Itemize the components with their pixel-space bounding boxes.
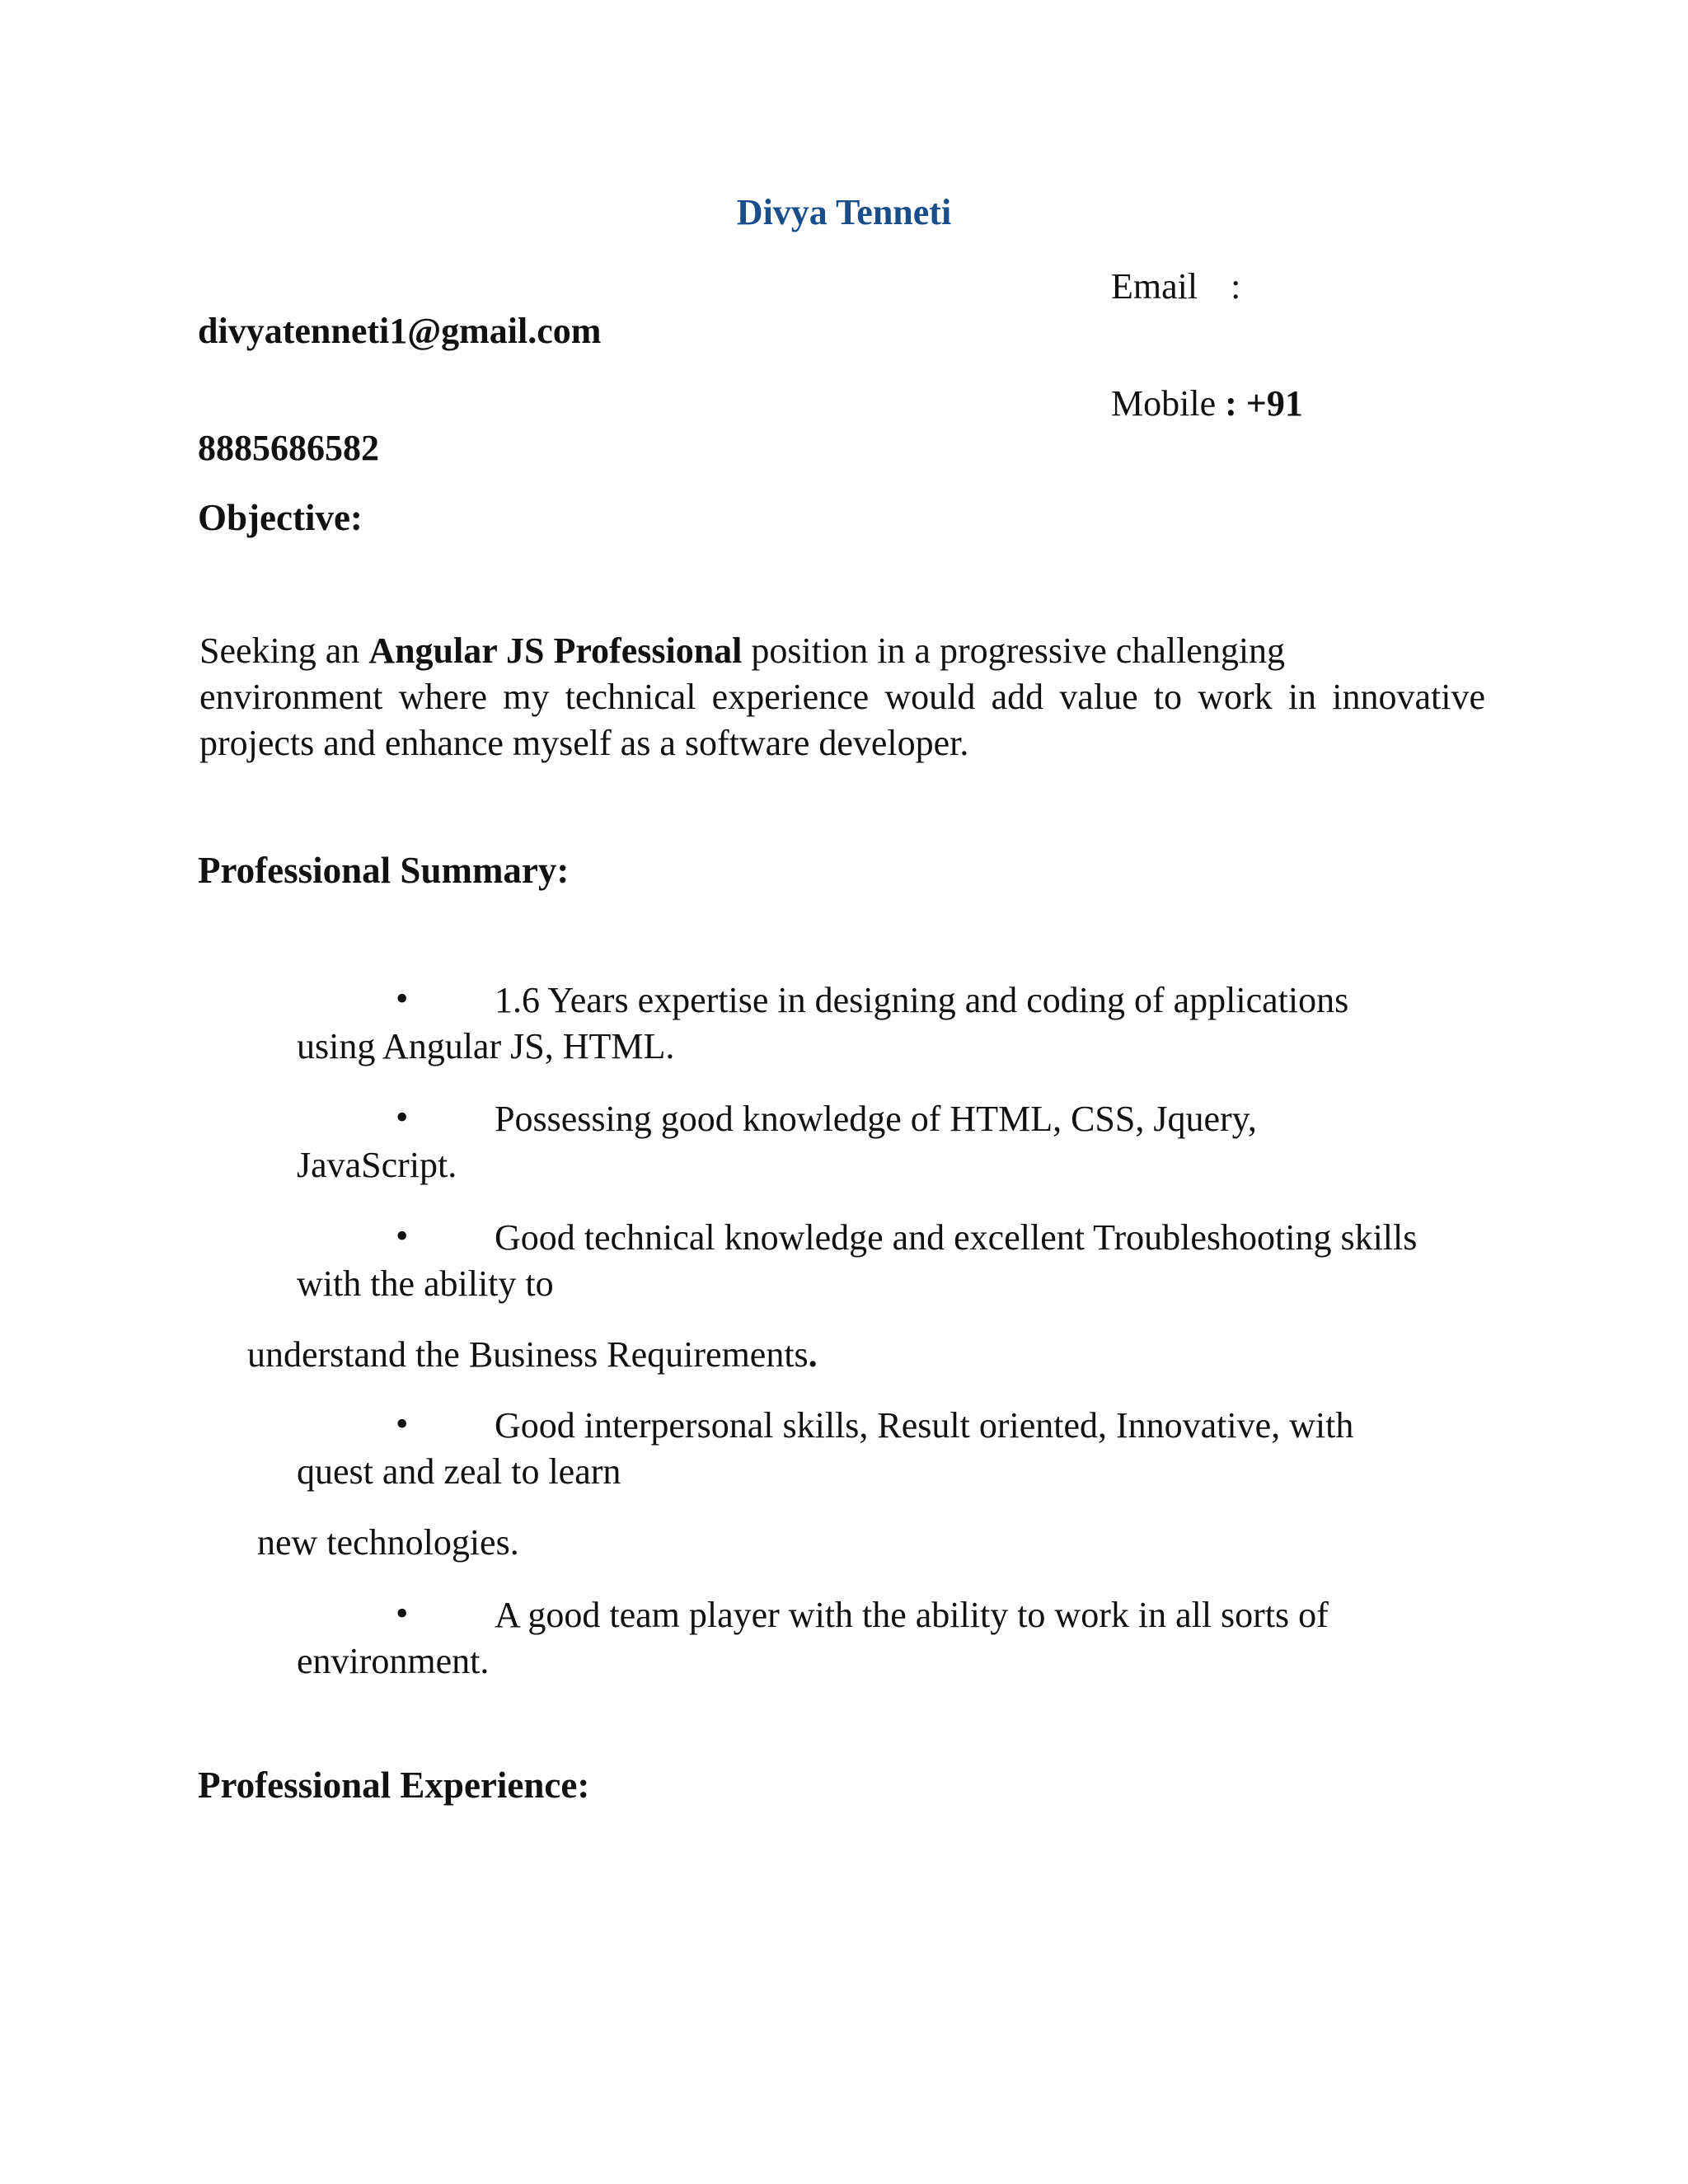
- summary-item-2-cont: JavaScript.: [297, 1145, 457, 1185]
- mobile-label: Mobile: [1111, 383, 1217, 424]
- bullet-marker: •: [396, 1404, 409, 1444]
- objective-line-1: Seeking an Angular JS Professional position in a progressive challenging: [199, 630, 1286, 671]
- summary-item-4: Good interpersonal skills, Result oriented, Innovative, with: [495, 1405, 1354, 1446]
- bullet-marker: •: [396, 1216, 409, 1256]
- summary-heading: Professional Summary:: [198, 850, 570, 891]
- bullet-marker: •: [396, 978, 409, 1019]
- experience-heading: Professional Experience:: [198, 1765, 590, 1806]
- summary-item-4-cont-2: new technologies.: [257, 1522, 519, 1563]
- email-label-row: [1111, 264, 1240, 310]
- summary-item-3-cont-2: understand the Business Requirements.: [247, 1334, 818, 1375]
- summary-item-5-cont: environment.: [297, 1641, 490, 1681]
- summary-item-1-cont: using Angular JS, HTML.: [297, 1026, 675, 1066]
- email-separator: :: [1231, 266, 1241, 307]
- mobile-prefix: : +91: [1225, 383, 1303, 424]
- objective-paragraph: [199, 628, 1485, 766]
- mobile-value: 8885686582: [198, 428, 379, 468]
- mobile-label-row: [1111, 381, 1303, 427]
- summary-item-2: Possessing good knowledge of HTML, CSS, Jquery,: [495, 1099, 1257, 1139]
- objective-heading: Objective:: [198, 497, 363, 538]
- summary-item-1: 1.6 Years expertise in designing and coding of applications: [495, 980, 1349, 1020]
- objective-line-3: projects and enhance myself as a software developer.: [199, 723, 969, 763]
- email-label: Email: [1111, 266, 1198, 307]
- candidate-name: Divya Tenneti: [736, 192, 952, 232]
- summary-item-5: A good team player with the ability to work in all sorts of: [495, 1595, 1329, 1635]
- summary-item-4-cont: quest and zeal to learn: [297, 1451, 621, 1492]
- bullet-marker: •: [396, 1593, 409, 1633]
- objective-role: Angular JS Professional: [368, 630, 743, 671]
- bullet-marker: •: [396, 1097, 409, 1137]
- objective-line-2: environment where my technical experience would add value to work in innovative: [199, 677, 1485, 717]
- summary-item-3: Good technical knowledge and excellent Troubleshooting skills: [495, 1217, 1418, 1258]
- email-value: divyatenneti1@gmail.com: [198, 311, 602, 351]
- summary-item-3-cont: with the ability to: [297, 1263, 554, 1304]
